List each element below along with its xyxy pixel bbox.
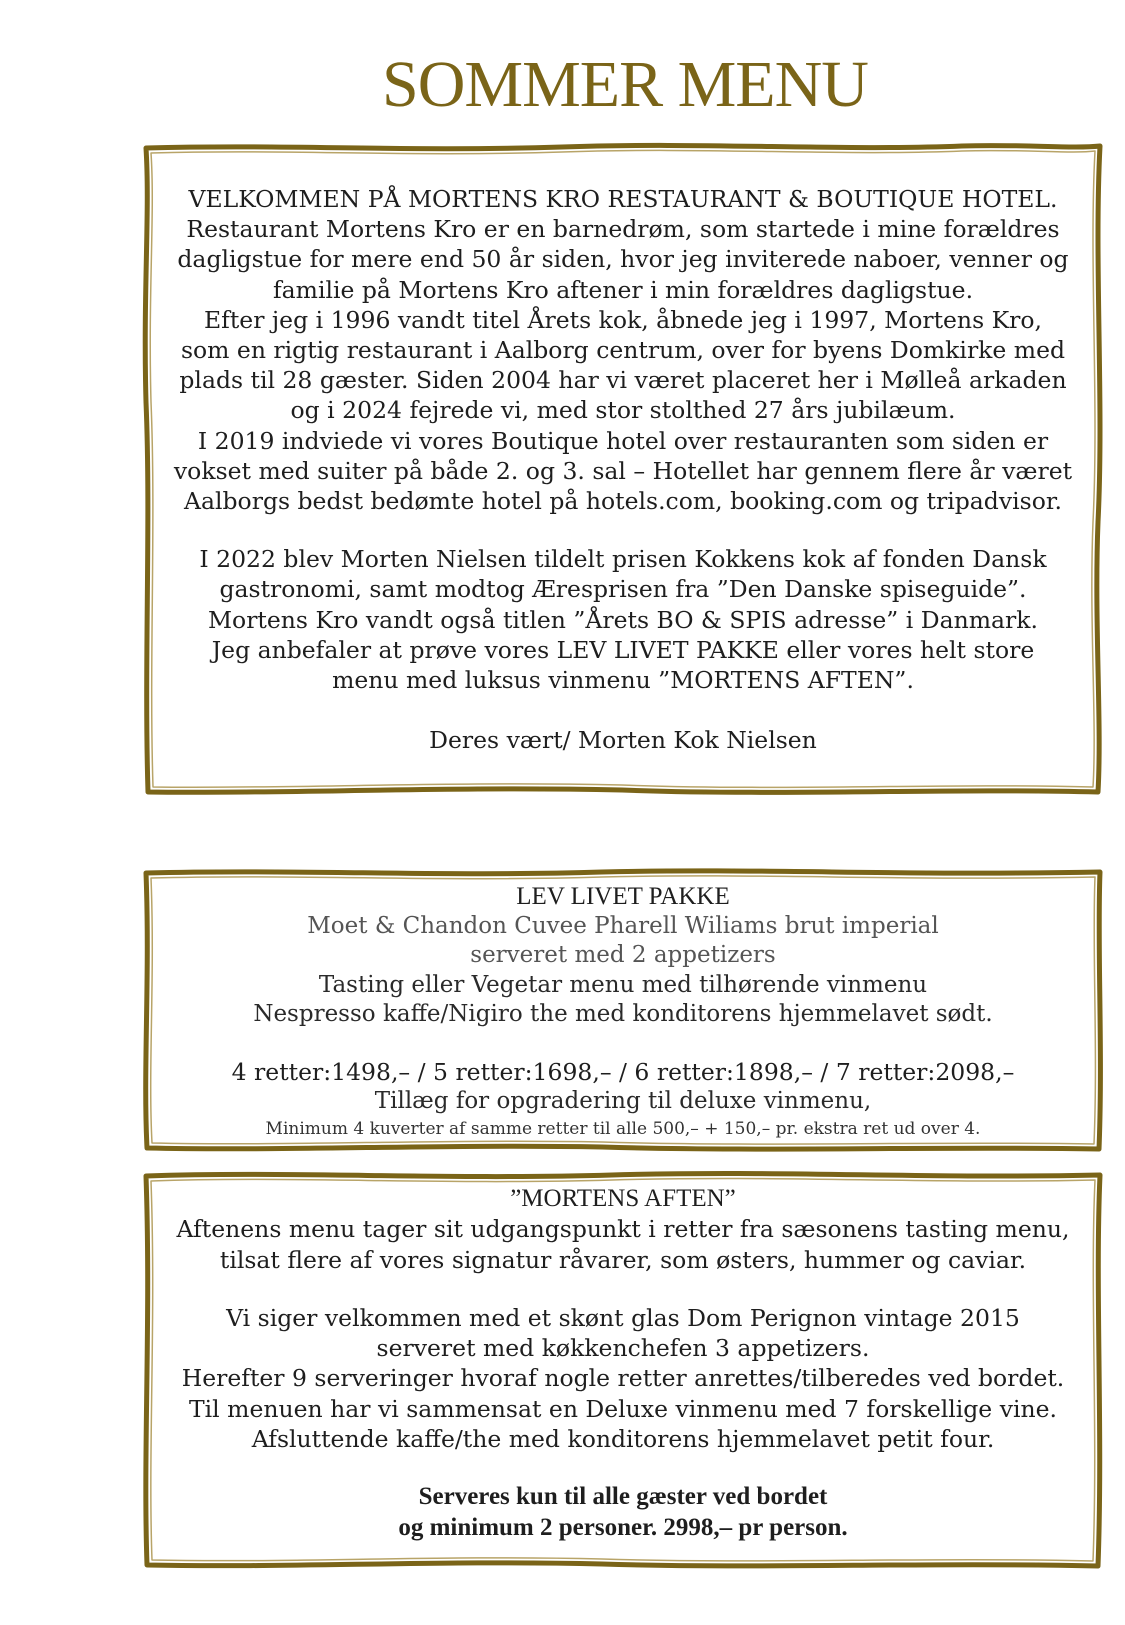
host-signature: Deres vært/ Morten Kok Nielsen (429, 726, 817, 755)
detail-line: Til menuen har vi sammensat en Deluxe vinmenu med 7 forskellige vine. (188, 1394, 1057, 1423)
intro-line: Aftenens menu tager sit udgangspunkt i retter fra sæsonens tasting menu, (176, 1215, 1070, 1244)
detail-line: Vi siger velkommen med et skønt glas Dom Perignon vintage 2015 (226, 1303, 1020, 1332)
intro-line: tilsat flere af vores signatur råvarer, som østers, hummer og caviar. (219, 1245, 1027, 1274)
welcome-line: plads til 28 gæster. Siden 2004 har vi været placeret her i Mølleå arkaden (179, 366, 1067, 395)
welcome-line: Restaurant Mortens Kro er en barnedrøm, som startede i mine forældres (186, 215, 1060, 244)
welcome-text (142, 184, 1104, 755)
welcome-line: Efter jeg i 1996 vandt titel Årets kok, åbnede jeg i 1997, Mortens Kro, (203, 305, 1043, 334)
drink-note: serveret med 2 appetizers (470, 942, 776, 968)
coffee-line: Nespresso kaffe/Nigiro the med konditorens hjemmelavet sødt. (253, 1001, 993, 1027)
detail-line: Afsluttende kaffe/the med konditorens hjemmelavet petit four. (251, 1425, 995, 1454)
award-line: I 2022 blev Morten Nielsen tildelt prisen Kokkens kok af fonden Dansk (199, 545, 1047, 574)
terms-line: og minimum 2 personer. 2998,– pr person. (398, 1513, 848, 1541)
welcome-line: og i 2024 fejrede vi, med stor stolthed 27 års jubilæum. (290, 396, 956, 425)
mortens-aften-text (142, 1184, 1104, 1543)
welcome-line: Aalborgs bedst bedømte hotel på hotels.com, booking.com og tripadvisor. (184, 487, 1062, 516)
award-line: Jeg anbefaler at prøve vores LEV LIVET PAKKE eller vores helt store (211, 635, 1035, 664)
upgrade-line: Tillæg for opgradering til deluxe vinmenu, (374, 1088, 872, 1114)
drink-line: Moet & Chandon Cuvee Pharell Wiliams brut imperial (307, 912, 939, 939)
detail-line: serveret med køkkenchefen 3 appetizers. (376, 1334, 870, 1363)
award-line: Mortens Kro vandt også titlen ”Årets BO & SPIS adresse” i Danmark. (207, 605, 1039, 634)
lev-livet-box (142, 868, 1104, 1153)
lev-livet-title: LEV LIVET PAKKE (516, 883, 730, 910)
welcome-line: I 2019 indviede vi vores Boutique hotel over restauranten som siden er (197, 426, 1049, 455)
price-line: 4 retter:1498,– / 5 retter:1698,– / 6 retter:1898,– / 7 retter:2098,– (231, 1057, 1015, 1086)
mortens-aften-title: ”MORTENS AFTEN” (510, 1185, 736, 1212)
detail-line: Herefter 9 serveringer hvoraf nogle retter anrettes/tilberedes ved bordet. (181, 1364, 1065, 1393)
page-title: SOMMER MENU (382, 48, 868, 121)
terms-line: Serveres kun til alle gæster ved bordet (418, 1483, 828, 1511)
minimum-line: Minimum 4 kuverter af samme retter til alle 500,– + 150,– pr. ekstra ret ud over 4. (265, 1118, 981, 1139)
mortens-aften-box (142, 1170, 1104, 1570)
award-line: menu med luksus vinmenu ”MORTENS AFTEN”. (332, 666, 914, 695)
award-line: gastronomi, samt modtog Æresprisen fra ”Den Danske spiseguide”. (219, 575, 1027, 604)
welcome-line: som en rigtig restaurant i Aalborg centrum, over for byens Domkirke med (180, 336, 1066, 365)
lev-livet-text (142, 882, 1104, 1141)
welcome-line: VELKOMMEN PÅ MORTENS KRO RESTAURANT & BOUTIQUE HOTEL. (188, 185, 1058, 213)
menu-line: Tasting eller Vegetar menu med tilhørende vinmenu (318, 971, 928, 998)
welcome-line: familie på Mortens Kro aftener i min forældres dagligstue. (272, 275, 974, 304)
welcome-line: vokset med suiter på både 2. og 3. sal – Hotellet har gennem flere år været (173, 456, 1073, 485)
welcome-box (142, 142, 1104, 797)
welcome-line: dagligstue for mere end 50 år siden, hvor jeg inviterede naboer, venner og (177, 245, 1069, 274)
